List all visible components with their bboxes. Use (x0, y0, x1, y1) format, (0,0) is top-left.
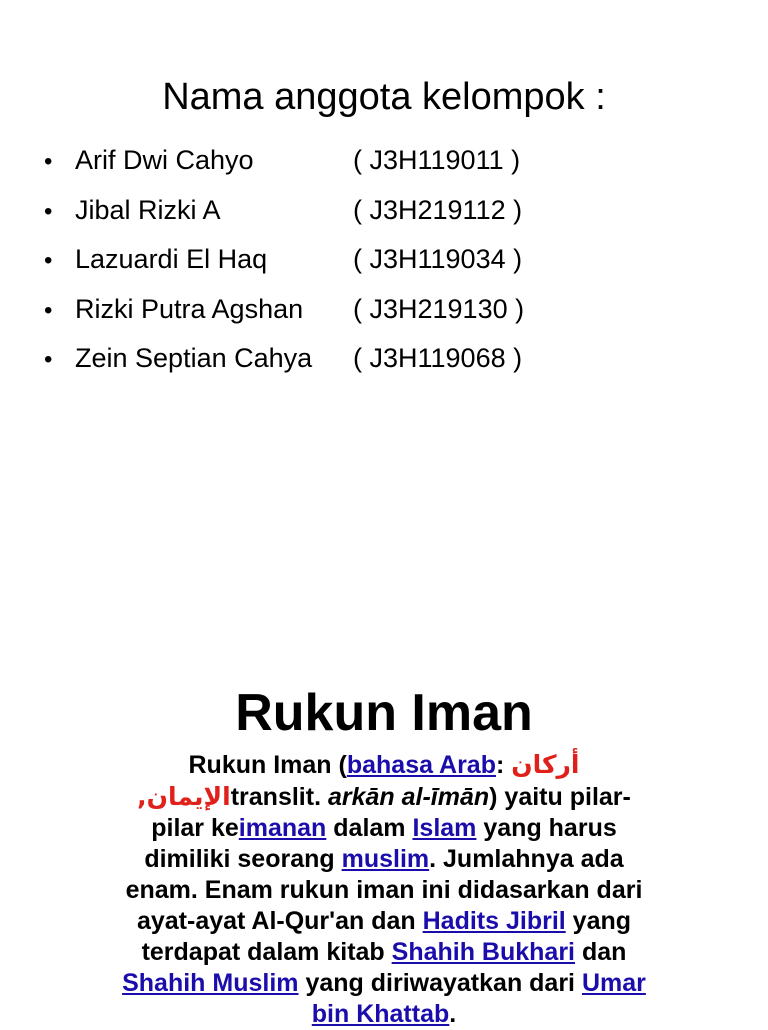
list-item (44, 338, 724, 388)
member-name: Arif Dwi Cahyo (75, 145, 254, 175)
member-nim: ( J3H119034 ) (353, 244, 523, 274)
link-hadits-jibril[interactable]: Hadits Jibril (422, 907, 566, 935)
member-list (44, 140, 724, 388)
link-islam[interactable]: Islam (412, 814, 477, 842)
list-item (44, 239, 724, 289)
paragraph-text: . (449, 1000, 457, 1028)
paragraph-text: . Jumlahnya ada enam. Enam rukun iman ini didasarkan dari ayat-ayat Al-Qur'an dan (125, 845, 643, 935)
paragraph-text: yang terdapat dalam kitab (141, 907, 632, 966)
list-item (44, 140, 724, 190)
member-nim: ( J3H219130 ) (353, 293, 525, 324)
list-item (44, 190, 724, 240)
link-bahasa-arab[interactable]: bahasa Arab (346, 751, 496, 779)
member-name: Rizki Putra Agshan (75, 293, 304, 324)
bullet: • (44, 296, 53, 324)
bullet: • (44, 247, 53, 274)
paragraph-text: : (495, 751, 512, 779)
link-umar-bin-khattab[interactable]: Umar bin Khattab (311, 969, 646, 1028)
paragraph-text: dan (575, 938, 627, 966)
list-item (44, 289, 724, 339)
paragraph-text: ) yaitu pilar-pilar ke (151, 783, 631, 842)
member-nim: ( J3H219112 ) (353, 194, 523, 225)
paragraph-text: translit. (230, 783, 328, 811)
arabic-term: أركان الإيمان, (137, 750, 580, 811)
rukun-iman-title: Rukun Iman (235, 684, 533, 743)
link-muslim[interactable]: muslim (341, 845, 430, 873)
bullet: • (44, 148, 53, 175)
rukun-iman-paragraph (116, 749, 652, 1030)
paragraph-text: yang diriwayatkan dari (298, 969, 582, 997)
group-members-title: Nama anggota kelompok : (162, 76, 606, 119)
bullet: • (44, 346, 53, 373)
paragraph-text: Rukun Iman ( (188, 751, 347, 779)
bullet: • (44, 197, 53, 225)
paragraph-text: dalam (326, 814, 413, 842)
link-shahih-muslim[interactable]: Shahih Muslim (122, 969, 299, 997)
link-imanan[interactable]: imanan (238, 814, 327, 842)
paragraph-text: yang harus dimiliki seorang (144, 814, 617, 873)
member-nim: ( J3H119011 ) (353, 145, 521, 175)
link-shahih-bukhari[interactable]: Shahih Bukhari (391, 938, 576, 966)
member-name: Jibal Rizki A (75, 194, 221, 225)
member-name: Lazuardi El Haq (75, 244, 268, 274)
member-nim: ( J3H119068 ) (353, 343, 523, 373)
transliteration: arkān al-īmān (327, 783, 490, 811)
member-name: Zein Septian Cahya (75, 343, 313, 373)
